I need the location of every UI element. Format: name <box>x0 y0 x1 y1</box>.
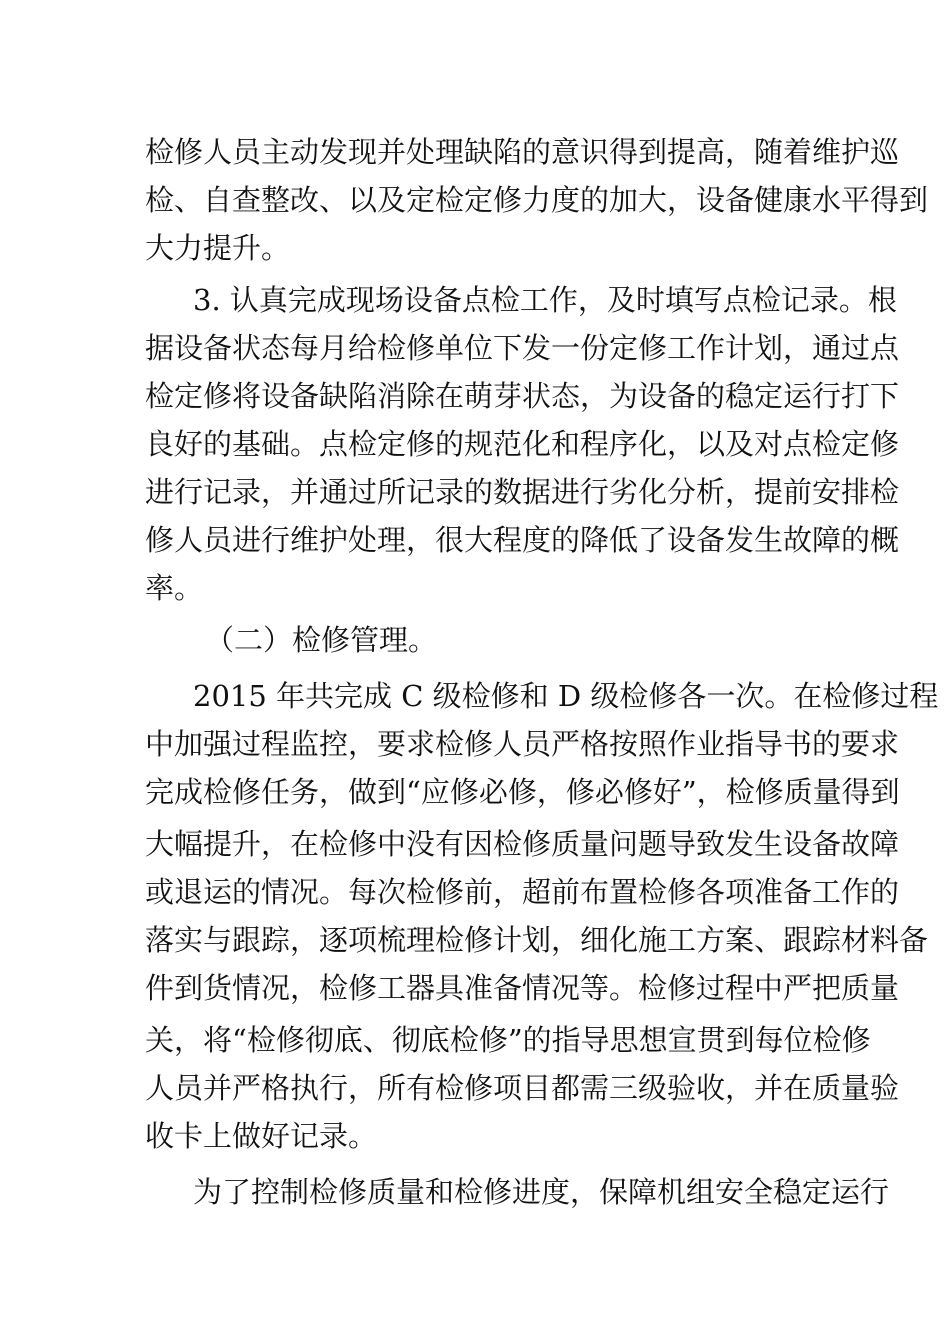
text-line: 关，将“检修彻底、彻底检修”的指导思想宣贯到每位检修 <box>145 1023 871 1057</box>
text-line: 3. 认真完成现场设备点检工作，及时填写点检记录。根 <box>193 283 897 317</box>
text-line: 据设备状态每月给检修单位下发一份定修工作计划，通过点 <box>145 331 900 365</box>
text-line: 进行记录，并通过所记录的数据进行劣化分析，提前安排检 <box>145 475 900 509</box>
text-line: 良好的基础。点检定修的规范化和程序化，以及对点检定修 <box>145 427 900 461</box>
text-line: 大幅提升，在检修中没有因检修质量问题导致发生设备故障 <box>145 827 900 861</box>
text-line: 为了控制检修质量和检修进度，保障机组安全稳定运行 <box>193 1175 890 1209</box>
text-line: 2015 年共完成 C 级检修和 D 级检修各一次。在检修过程 <box>193 679 939 713</box>
text-line: 率。 <box>145 571 204 605</box>
text-line: 修人员进行维护处理，很大程度的降低了设备发生故障的概 <box>145 523 900 557</box>
text-line: 件到货情况，检修工器具准备情况等。检修过程中严把质量 <box>145 971 900 1005</box>
text-line: 人员并严格执行，所有检修项目都需三级验收，并在质量验 <box>145 1071 900 1105</box>
text-line: 检定修将设备缺陷消除在萌芽状态，为设备的稳定运行打下 <box>145 379 900 413</box>
text-line: 落实与跟踪，逐项梳理检修计划，细化施工方案、跟踪材料备 <box>145 923 929 957</box>
heading-text: （二）检修管理。 <box>205 623 438 657</box>
text-line: 检、自查整改、以及定检定修力度的加大，设备健康水平得到 <box>145 183 929 217</box>
text-line: 检修人员主动发现并处理缺陷的意识得到提高，随着维护巡 <box>145 135 900 169</box>
text-line: 完成检修任务，做到“应修必修，修必修好”，检修质量得到 <box>145 775 900 809</box>
text-line: 收卡上做好记录。 <box>145 1119 378 1153</box>
text-line: 或退运的情况。每次检修前，超前布置检修各项准备工作的 <box>145 875 900 909</box>
text-line: 中加强过程监控，要求检修人员严格按照作业指导书的要求 <box>145 727 900 761</box>
text-line: 大力提升。 <box>145 231 291 265</box>
